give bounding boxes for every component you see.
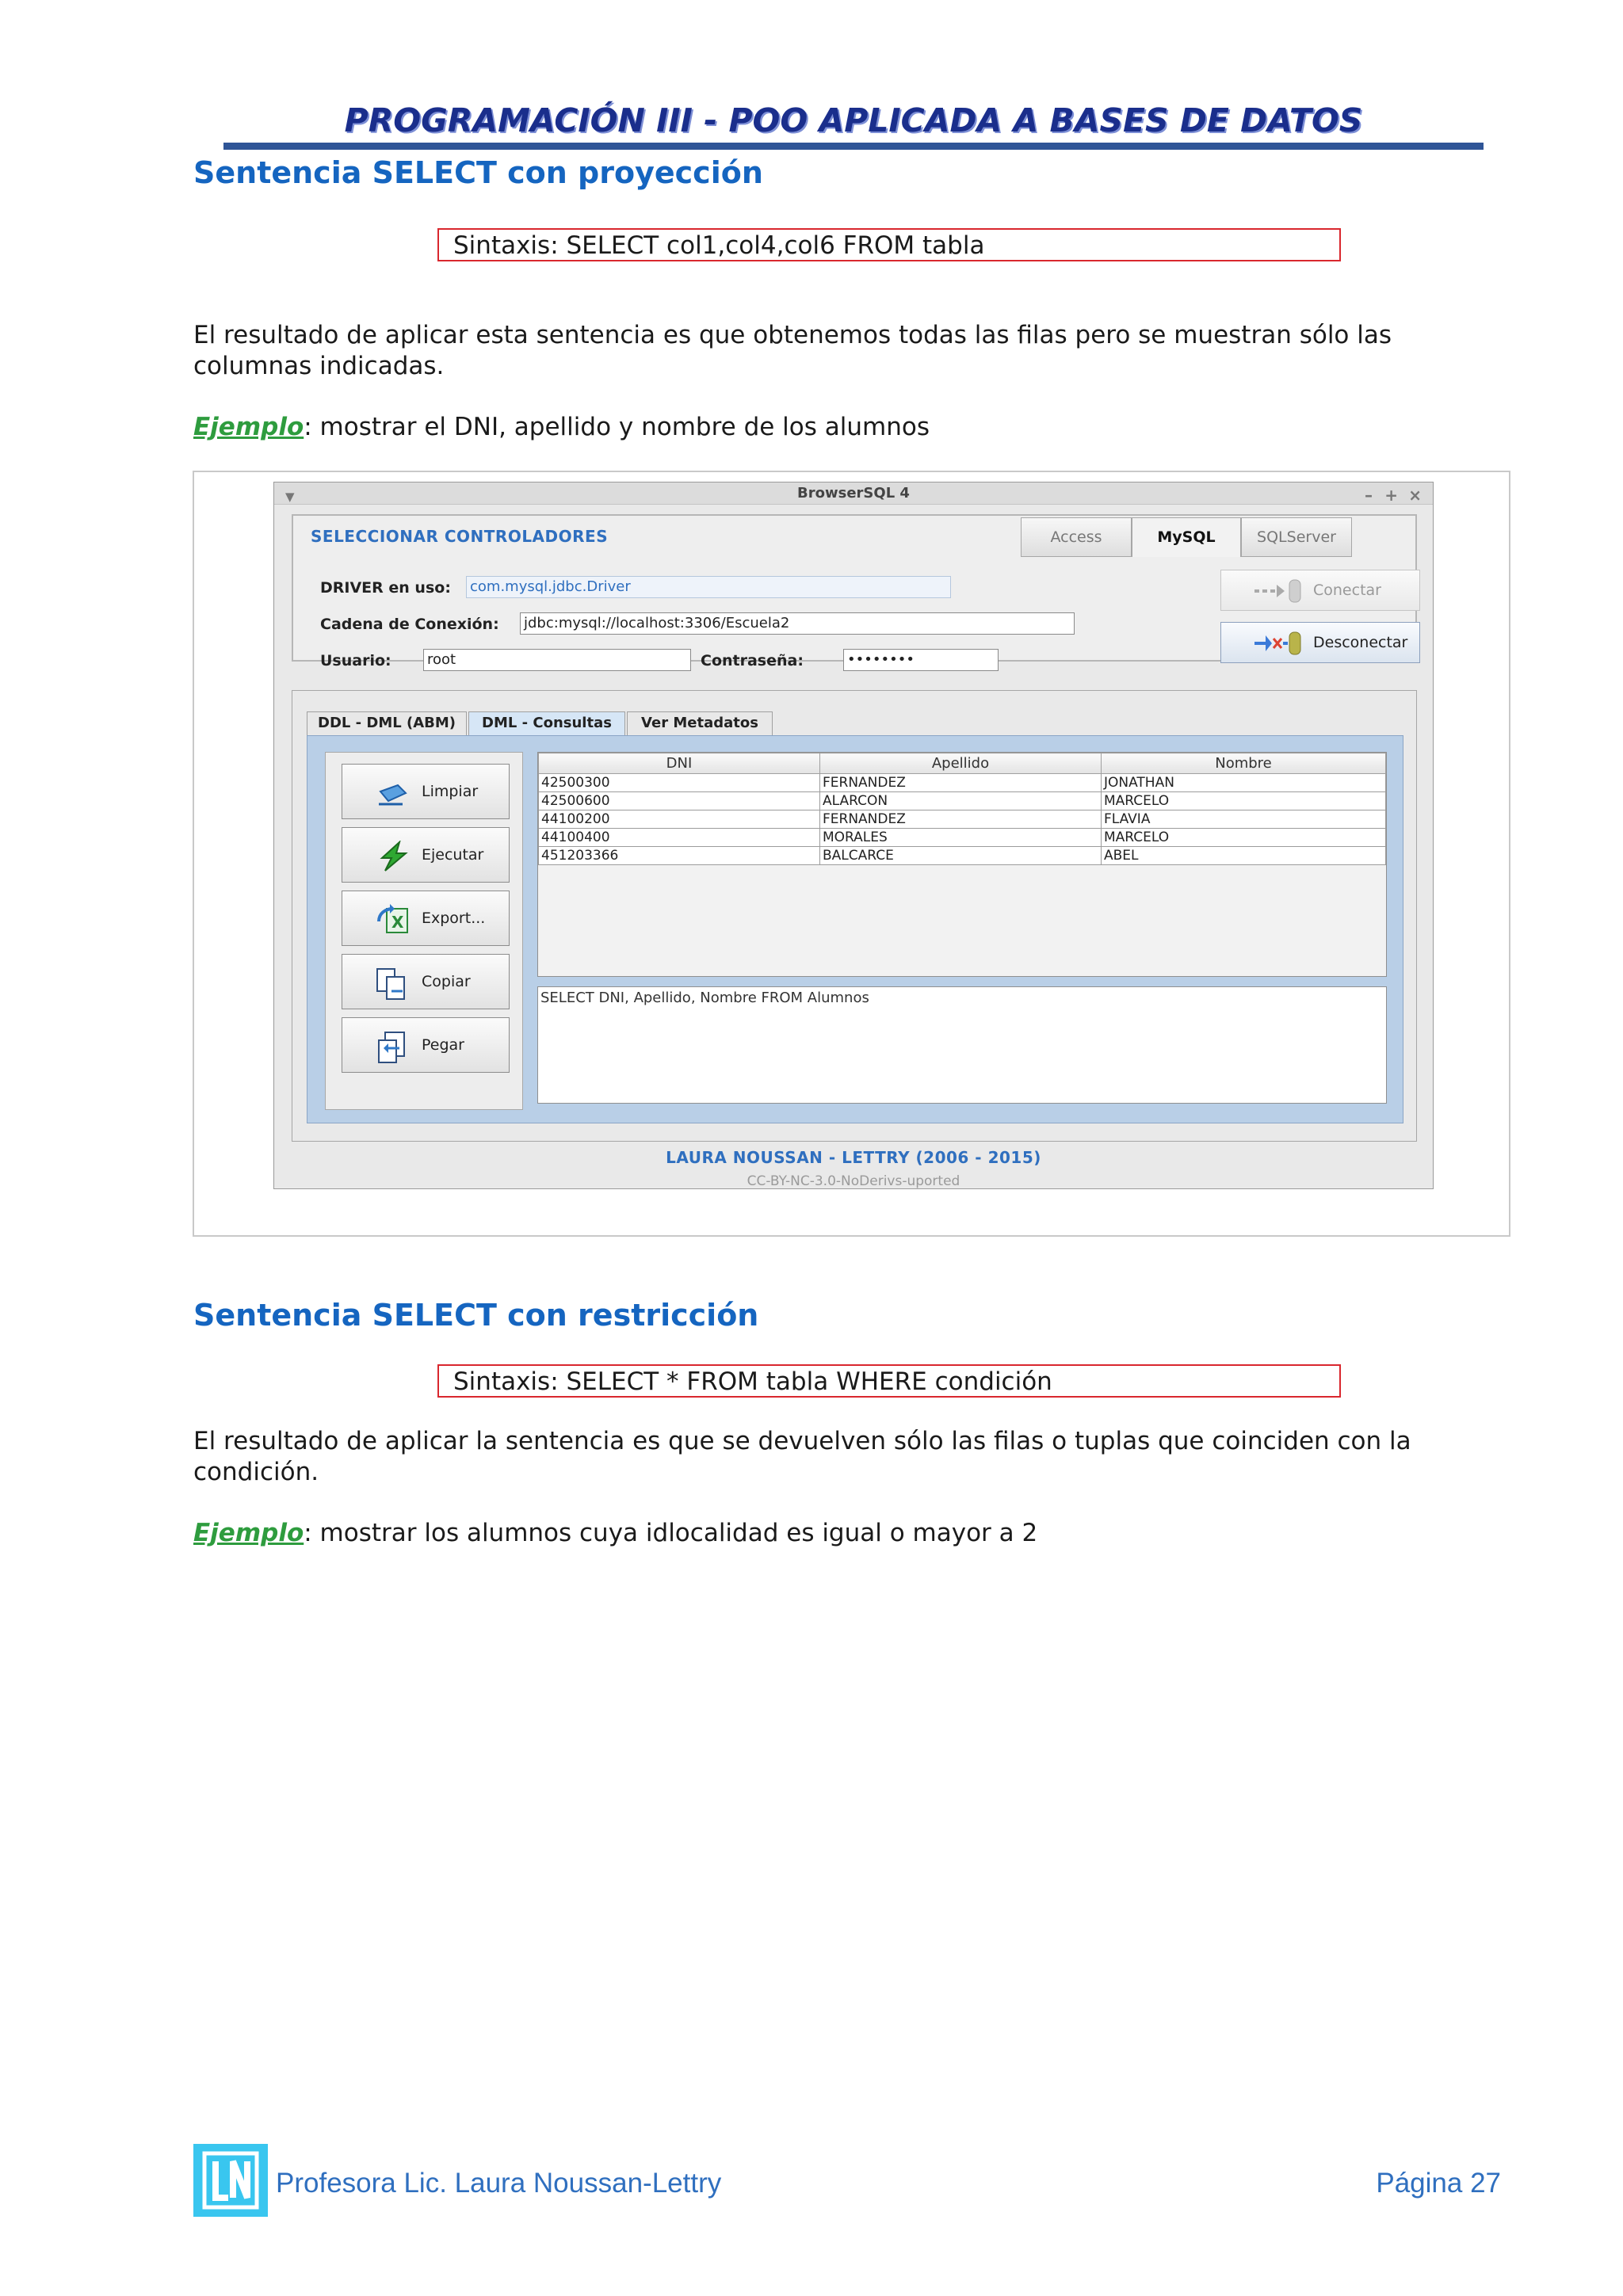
column-header-nombre[interactable]: Nombre: [1102, 753, 1386, 774]
paragraph-restriction: El resultado de aplicar la sentencia es que se devuelven sólo las filas o tuplas que coinciden con la condición.: [193, 1427, 1411, 1486]
cell-dni[interactable]: 42500300: [539, 774, 820, 792]
disconnect-icon: [1253, 631, 1304, 671]
export-button[interactable]: [342, 891, 510, 946]
results-table[interactable]: [537, 752, 1387, 977]
app-screenshot-frame: [193, 471, 1510, 1237]
section-title-restriction: Sentencia SELECT con restricción: [193, 1298, 759, 1333]
cell-nombre[interactable]: FLAVIA: [1102, 810, 1386, 829]
syntax-box-projection: Sintaxis: SELECT col1,col4,col6 FROM tabla: [437, 228, 1341, 261]
tab-ddl-dml[interactable]: DDL - DML (ABM): [307, 711, 467, 735]
disconnect-label: Desconectar: [1313, 634, 1408, 651]
clear-label: Limpiar: [422, 783, 479, 800]
example-projection: [193, 412, 1430, 443]
tab-sqlserver[interactable]: SQLServer: [1241, 517, 1352, 557]
footer-author: Profesora Lic. Laura Noussan-Lettry: [276, 2168, 722, 2199]
connect-button[interactable]: [1220, 570, 1420, 611]
copy-label: Copiar: [422, 973, 471, 990]
tab-ver-metadatos[interactable]: Ver Metadatos: [627, 711, 773, 735]
lightning-icon: [376, 841, 411, 894]
password-label: Contraseña:: [701, 652, 804, 669]
paragraph-projection: El resultado de aplicar esta sentencia es que obtenemos todas las filas pero se muestran sólo las columnas indicadas.: [193, 321, 1392, 380]
document-header-title: PROGRAMACIÓN III - POO APLICADA A BASES DE DATOS: [344, 101, 1363, 139]
select-drivers-label: SELECCIONAR CONTROLADORES: [311, 527, 609, 546]
excel-export-icon: [376, 904, 411, 958]
driver-panel: [292, 514, 1417, 669]
header-rule: [223, 143, 1484, 150]
window-titlebar: [274, 482, 1433, 505]
password-input[interactable]: ••••••••: [843, 649, 999, 671]
app-footer-license: CC-BY-NC-3.0-NoDerivs-uported: [747, 1173, 960, 1189]
svg-text:X: X: [391, 913, 404, 932]
window-title: BrowserSQL 4: [797, 485, 910, 502]
cell-apellido[interactable]: ALARCON: [820, 792, 1102, 810]
browsersql-window: [273, 482, 1434, 1189]
table-row[interactable]: [539, 792, 1386, 810]
syntax-box-restriction: Sintaxis: SELECT * FROM tabla WHERE condición: [437, 1364, 1341, 1398]
table-row[interactable]: [539, 774, 1386, 792]
minimize-icon[interactable]: –: [1365, 486, 1373, 505]
cell-nombre[interactable]: MARCELO: [1102, 792, 1386, 810]
clear-button[interactable]: [342, 764, 510, 819]
driver-label: DRIVER en uso:: [320, 579, 451, 597]
cell-nombre[interactable]: JONATHAN: [1102, 774, 1386, 792]
column-header-dni[interactable]: DNI: [539, 753, 820, 774]
tab-dml-consultas[interactable]: DML - Consultas: [468, 711, 625, 735]
copy-icon: [376, 967, 411, 1024]
connection-string-input[interactable]: jdbc:mysql://localhost:3306/Escuela2: [520, 612, 1075, 635]
table-row[interactable]: [539, 847, 1386, 865]
query-tab-panel: [292, 690, 1417, 1142]
cell-nombre[interactable]: MARCELO: [1102, 829, 1386, 847]
ln-logo: [193, 2144, 268, 2217]
execute-button[interactable]: [342, 827, 510, 883]
user-input[interactable]: root: [423, 649, 691, 671]
cell-dni[interactable]: 42500600: [539, 792, 820, 810]
window-menu-icon[interactable]: ▼: [285, 490, 295, 504]
execute-label: Ejecutar: [422, 846, 484, 864]
driver-field: com.mysql.jdbc.Driver: [466, 576, 951, 598]
query-workspace: [307, 735, 1403, 1123]
connection-string-label: Cadena de Conexión:: [320, 616, 499, 633]
example-label: Ejemplo: [193, 413, 304, 441]
footer-page-number: Página 27: [1376, 2168, 1501, 2199]
maximize-icon[interactable]: +: [1384, 486, 1398, 505]
app-footer-author: LAURA NOUSSAN - LETTRY (2006 - 2015): [666, 1148, 1041, 1167]
paste-icon: [376, 1031, 411, 1088]
disconnect-button[interactable]: [1220, 622, 1420, 663]
action-buttons-column: [325, 752, 523, 1110]
table-row[interactable]: [539, 810, 1386, 829]
sql-query-textarea[interactable]: SELECT DNI, Apellido, Nombre FROM Alumnos: [537, 986, 1387, 1104]
cell-apellido[interactable]: FERNANDEZ: [820, 774, 1102, 792]
export-label: Export...: [422, 910, 486, 927]
example-text: : mostrar el DNI, apellido y nombre de los alumnos: [304, 413, 930, 441]
cell-nombre[interactable]: ABEL: [1102, 847, 1386, 865]
tab-access[interactable]: Access: [1021, 517, 1132, 557]
example-restriction: [193, 1518, 1430, 1549]
user-label: Usuario:: [320, 652, 391, 669]
cell-apellido[interactable]: BALCARCE: [820, 847, 1102, 865]
tab-mysql[interactable]: MySQL: [1132, 517, 1241, 557]
paste-label: Pegar: [422, 1036, 464, 1054]
cell-apellido[interactable]: MORALES: [820, 829, 1102, 847]
connect-label: Conectar: [1313, 582, 1381, 599]
column-header-apellido[interactable]: Apellido: [820, 753, 1102, 774]
cell-apellido[interactable]: FERNANDEZ: [820, 810, 1102, 829]
eraser-icon: [376, 777, 409, 831]
paste-button[interactable]: [342, 1017, 510, 1073]
cell-dni[interactable]: 451203366: [539, 847, 820, 865]
cell-dni[interactable]: 44100400: [539, 829, 820, 847]
section-title-projection: Sentencia SELECT con proyección: [193, 155, 763, 190]
example-label: Ejemplo: [193, 1519, 304, 1547]
connect-icon: [1253, 578, 1304, 619]
cell-dni[interactable]: 44100200: [539, 810, 820, 829]
close-icon[interactable]: ×: [1408, 486, 1422, 505]
copy-button[interactable]: [342, 954, 510, 1009]
table-row[interactable]: [539, 829, 1386, 847]
example-text: : mostrar los alumnos cuya idlocalidad es igual o mayor a 2: [304, 1519, 1038, 1547]
